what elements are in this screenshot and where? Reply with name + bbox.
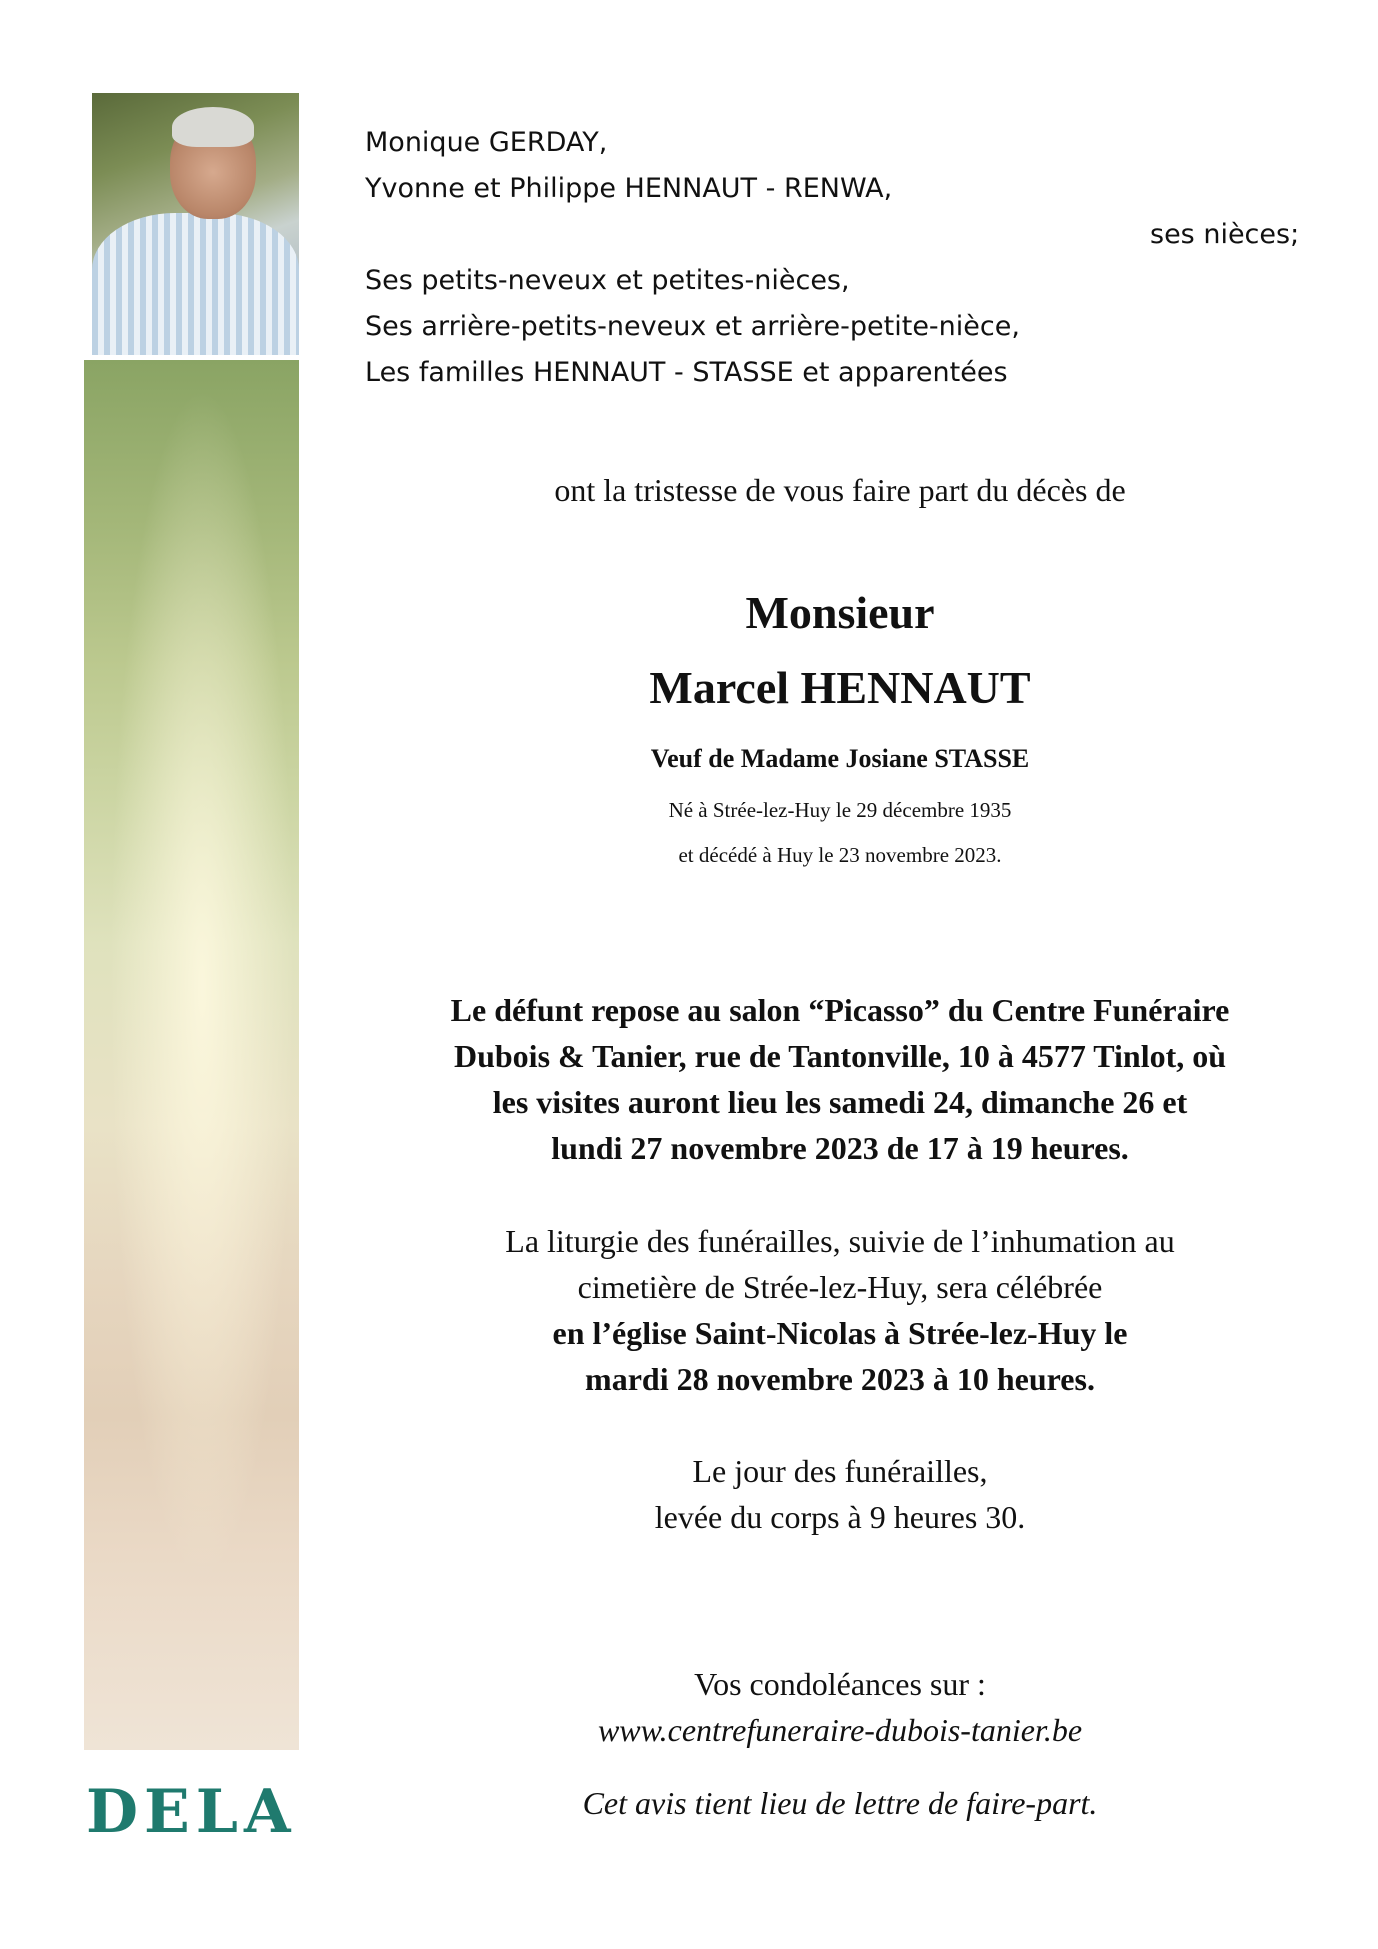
notice-text: Cet avis tient lieu de lettre de faire-part. (582, 1785, 1098, 1821)
dela-logo: DELA (86, 1777, 297, 1847)
death-text: et décédé à Huy le 23 novembre 2023. (678, 843, 1002, 867)
family-block-1 (365, 120, 892, 212)
announcement-text: ont la tristesse de vous faire part du décès de (554, 472, 1126, 508)
nieces-label: ses nièces; (1150, 219, 1300, 250)
funeral-day-line: levée du corps à 9 heures 30. (654, 1499, 1026, 1535)
funeral-day-block (340, 1448, 1340, 1540)
liturgy-date-line: mardi 28 novembre 2023 à 10 heures. (585, 1361, 1095, 1397)
widow-of-text: Veuf de Madame Josiane STASSE (650, 744, 1030, 773)
family-line: Yvonne et Philippe HENNAUT - RENWA, (365, 173, 893, 204)
family-block-2 (365, 258, 1020, 396)
forest-path-image (84, 360, 299, 1750)
visitation-line: lundi 27 novembre 2023 de 17 à 19 heures. (551, 1130, 1129, 1166)
funeral-day-line: Le jour des funérailles, (692, 1453, 988, 1489)
family-line: Ses arrière-petits-neveux et arrière-petite-nièce, (365, 311, 1020, 342)
visitation-line: Dubois & Tanier, rue de Tantonville, 10 à 4577 Tinlot, où (453, 1038, 1227, 1074)
visitation-line: les visites auront lieu les samedi 24, dimanche 26 et (492, 1084, 1188, 1120)
family-line: Les familles HENNAUT - STASSE et apparentées (365, 357, 1008, 388)
portrait-photo (92, 93, 299, 355)
birth-text: Né à Strée-lez-Huy le 29 décembre 1935 (668, 798, 1012, 822)
family-line: Ses petits-neveux et petites-nièces, (365, 265, 850, 296)
condolences-website-link[interactable]: www.centrefuneraire-dubois-tanier.be (597, 1712, 1083, 1748)
portrait-hair (172, 107, 254, 147)
liturgy-line: La liturgie des funérailles, suivie de l’inhumation au (505, 1223, 1175, 1259)
visitation-block (340, 987, 1340, 1171)
liturgy-block (340, 1218, 1340, 1402)
liturgy-church-line: en l’église Saint-Nicolas à Strée-lez-Huy le (552, 1315, 1128, 1351)
condolences-label: Vos condoléances sur : (694, 1666, 986, 1702)
portrait-shirt (92, 213, 299, 355)
deceased-title: Monsieur (745, 587, 935, 638)
family-line: Monique GERDAY, (365, 127, 608, 158)
liturgy-line: cimetière de Strée-lez-Huy, sera célébrée (577, 1269, 1103, 1305)
deceased-name: Marcel HENNAUT (649, 662, 1031, 713)
visitation-line: Le défunt repose au salon “Picasso” du Centre Funéraire (450, 992, 1230, 1028)
